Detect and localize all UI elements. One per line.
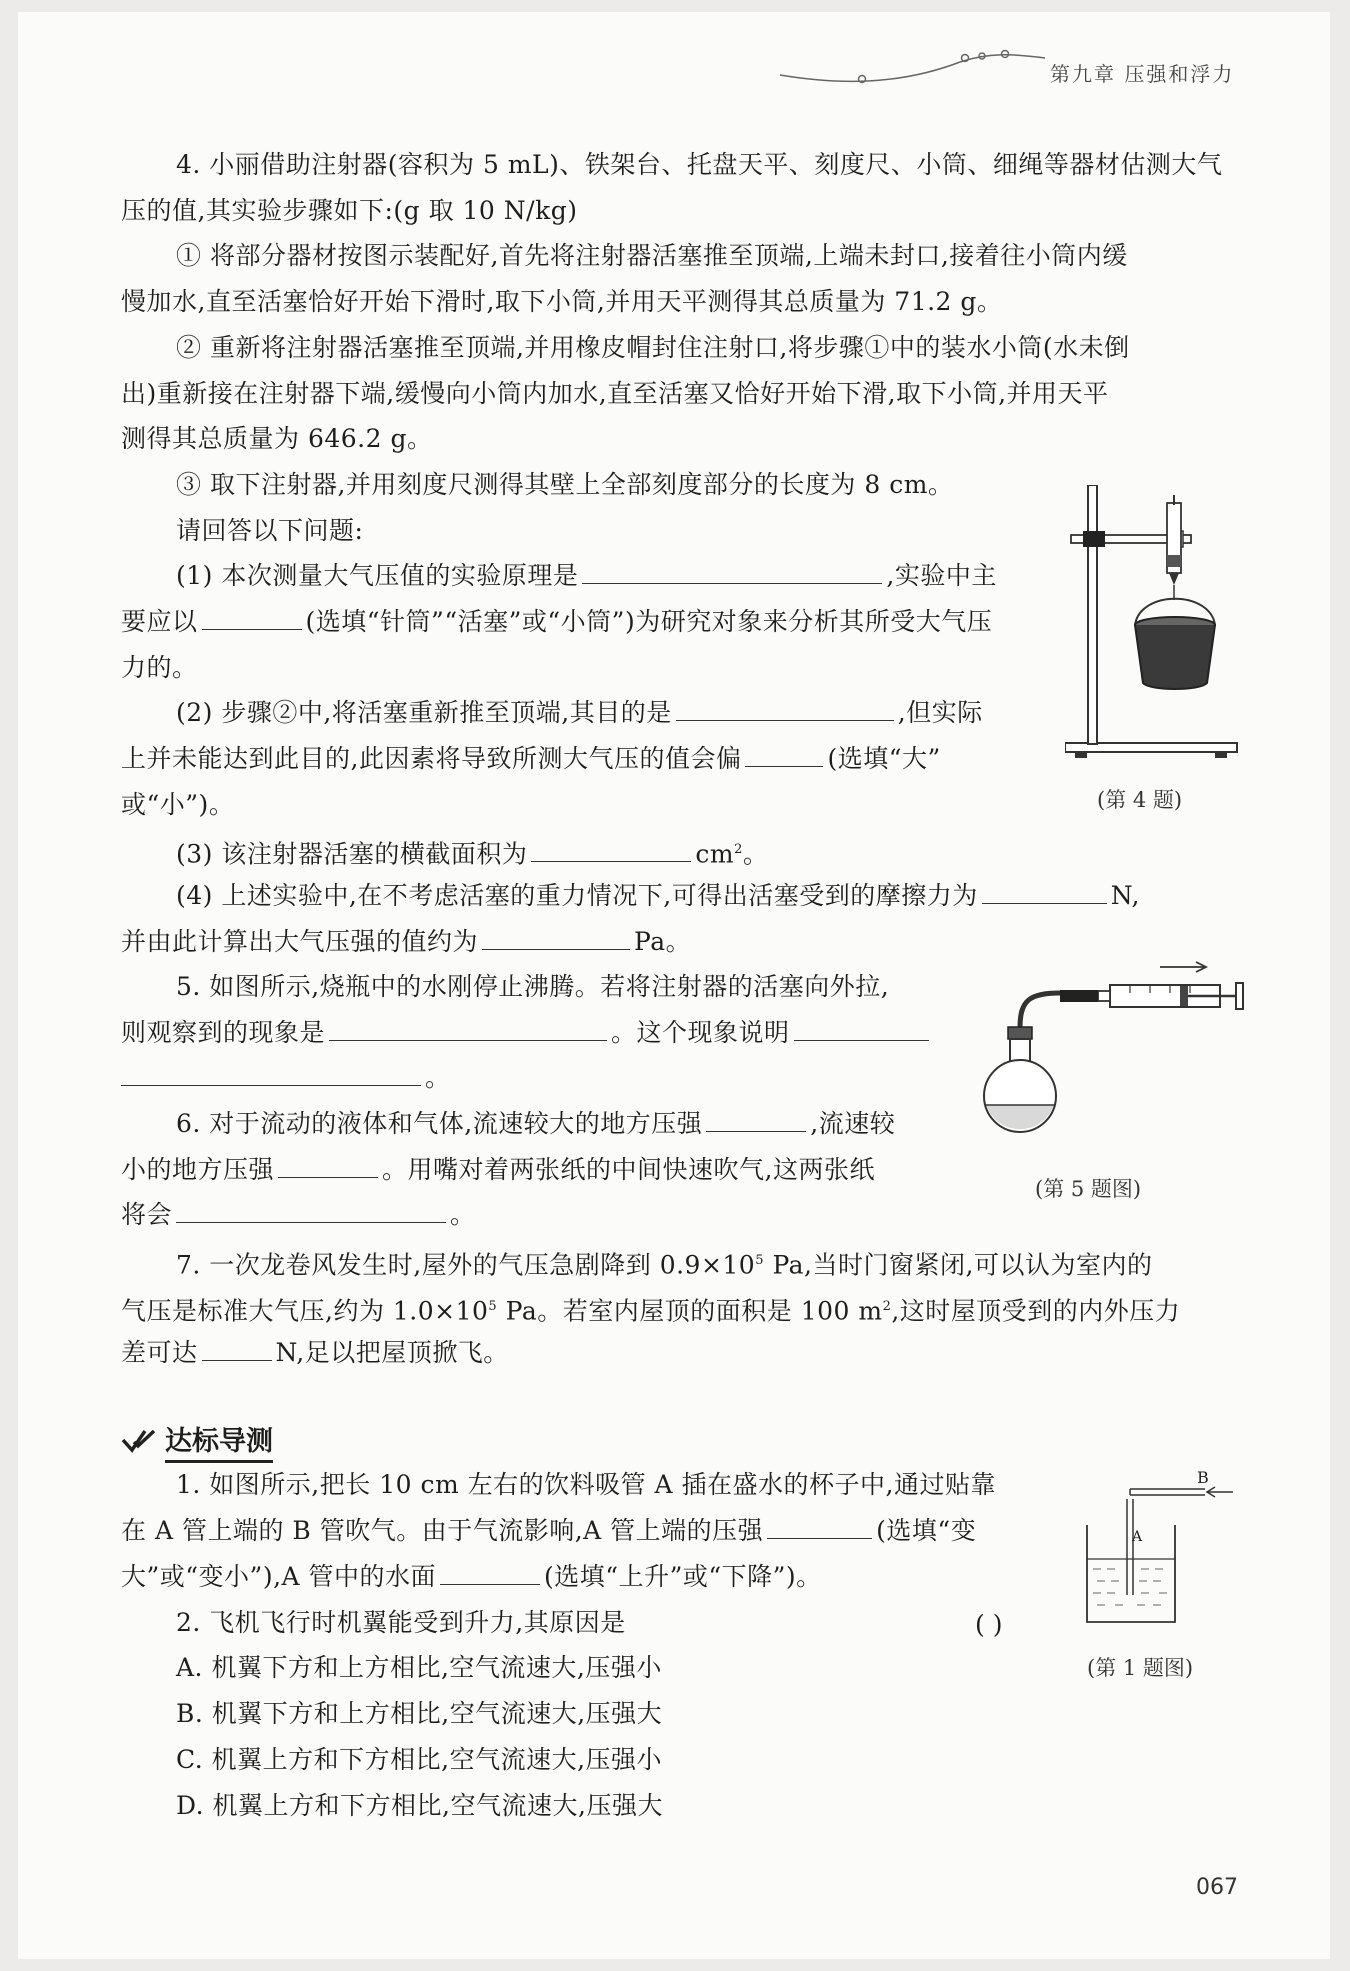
figure-4-caption: (第 4 题) <box>1097 788 1183 812</box>
section-heading <box>121 1419 273 1463</box>
text: 。 <box>425 1063 451 1092</box>
answer-blank[interactable] <box>329 1018 607 1041</box>
q4-line-1: 4. 小丽借助注射器(容积为 5 mL)、铁架台、托盘天平、刻度尺、小筒、细绳等器材估测大气 <box>176 150 1223 179</box>
section-title: 达标导测 <box>165 1419 273 1463</box>
text: 小的地方压强 <box>121 1155 275 1184</box>
q4-part2-line-1 <box>176 698 983 728</box>
q7-line-2 <box>121 1292 1180 1326</box>
q4-step2-line-3: 测得其总质量为 646.2 g。 <box>121 424 433 453</box>
text: Pa,当时门窗紧闭,可以认为室内的 <box>764 1250 1153 1280</box>
superscript: 5 <box>488 1299 498 1314</box>
label-a: A <box>1132 1529 1143 1545</box>
unit: Pa。 <box>634 927 692 956</box>
text: 大”或“变小”),A 管中的水面 <box>121 1562 437 1591</box>
q4-part2-line-3: 或“小”)。 <box>121 790 235 819</box>
q4-step1-line-2: 慢加水,直至活塞恰好开始下滑时,取下小筒,并用天平测得其总质量为 71.2 g。 <box>121 287 1003 316</box>
answer-blank[interactable] <box>440 1562 540 1585</box>
figure-5-caption: (第 5 题图) <box>1035 1177 1142 1201</box>
q4-part1-line-3: 力的。 <box>121 653 198 682</box>
q4-step2-line-2: 出)重新接在注射器下端,缓慢向小筒内加水,直至活塞又恰好开始下滑,取下小筒,并用天平 <box>121 379 1109 408</box>
t1-line-1: 1. 如图所示,把长 10 cm 左右的饮料吸管 A 插在盛水的杯子中,通过贴靠 <box>176 1470 997 1499</box>
text: (3) 该注射器活塞的横截面积为 <box>176 839 528 869</box>
text: 在 A 管上端的 B 管吹气。由于气流影响,A 管上端的压强 <box>121 1516 764 1545</box>
q6-line-3 <box>121 1200 476 1230</box>
q6-line-1 <box>176 1109 895 1139</box>
double-check-icon <box>121 1428 157 1454</box>
answer-blank[interactable] <box>745 744 823 767</box>
q6-line-2 <box>121 1155 875 1185</box>
answer-blank[interactable] <box>482 927 630 950</box>
text: 要应以 <box>121 607 198 636</box>
q4-part4-line-2 <box>121 927 691 957</box>
q4-step1-line-1: ① 将部分器材按图示装配好,首先将注射器活塞推至顶端,上端未封口,接着往小筒内缓 <box>176 241 1128 270</box>
t2-option-b[interactable]: B. 机翼下方和上方相比,空气流速大,压强大 <box>176 1699 663 1728</box>
t1-line-3 <box>121 1562 822 1592</box>
text: (选填“变 <box>876 1516 977 1545</box>
answer-blank[interactable] <box>676 698 894 721</box>
text: 将会 <box>121 1200 173 1229</box>
answer-blank[interactable] <box>794 1018 929 1041</box>
q4-ask: 请回答以下问题: <box>176 516 364 545</box>
text: 。 <box>450 1200 476 1229</box>
t2-option-a[interactable]: A. 机翼下方和上方相比,空气流速大,压强小 <box>176 1653 662 1682</box>
unit: N, <box>1110 881 1140 910</box>
q7-line-3 <box>121 1338 509 1368</box>
answer-blank[interactable] <box>176 1200 446 1223</box>
answer-blank[interactable] <box>582 561 882 584</box>
superscript: 5 <box>755 1253 764 1268</box>
q5-line-1: 5. 如图所示,烧瓶中的水刚停止沸腾。若将注射器的活塞向外拉, <box>176 972 890 1001</box>
header-wave-ornament <box>760 40 1050 90</box>
answer-blank[interactable] <box>531 839 691 862</box>
syringe-stand-figure <box>1065 485 1245 765</box>
text: N,足以把屋顶掀飞。 <box>275 1338 509 1367</box>
q4-line-2: 压的值,其实验步骤如下:(g 取 10 N/kg) <box>121 196 578 225</box>
superscript: 2 <box>882 1299 892 1314</box>
q4-step2-line-1: ② 重新将注射器活塞推至顶端,并用橡皮帽封住注射口,将步骤①中的装水小筒(水未倒 <box>176 333 1130 362</box>
chapter-title: 压强和浮力 <box>1124 62 1235 86</box>
text: (选填“针筒”“活塞”或“小筒”)为研究对象来分析其所受大气压 <box>305 607 993 636</box>
figure-t1-caption: (第 1 题图) <box>1087 1656 1194 1680</box>
text: ,这时屋顶受到的内外压力 <box>891 1296 1181 1326</box>
q5-line-2 <box>121 1018 933 1048</box>
superscript: 2 <box>734 842 743 857</box>
straw-cup-figure <box>1075 1465 1250 1630</box>
q4-part1-line-2 <box>121 607 992 637</box>
answer-blank[interactable] <box>767 1516 872 1539</box>
q4-part2-line-2 <box>121 744 941 774</box>
text: 。这个现象说明 <box>611 1018 790 1047</box>
answer-blank[interactable] <box>121 1063 421 1086</box>
answer-blank[interactable] <box>706 1109 806 1132</box>
answer-parentheses[interactable]: ( ) <box>975 1610 1003 1639</box>
text: 气压是标准大气压,约为 1.0×10 <box>121 1296 489 1326</box>
text: 。 <box>742 839 769 869</box>
text: (2) 步骤②中,将活塞重新推至顶端,其目的是 <box>176 698 672 727</box>
q5-line-3 <box>121 1063 451 1093</box>
answer-blank[interactable] <box>202 1338 272 1361</box>
text: 并由此计算出大气压强的值约为 <box>121 927 479 956</box>
t1-line-2 <box>121 1516 976 1546</box>
text: 。用嘴对着两张纸的中间快速吹气,这两张纸 <box>382 1155 875 1184</box>
page-number: 067 <box>1196 1875 1238 1900</box>
text: (1) 本次测量大气压值的实验原理是 <box>176 561 579 590</box>
t2-stem: 2. 飞机飞行时机翼能受到升力,其原因是 <box>176 1608 626 1637</box>
text: 差可达 <box>121 1338 198 1367</box>
text: ,流速较 <box>810 1109 896 1138</box>
q7-line-1 <box>176 1246 1152 1280</box>
label-b: B <box>1197 1468 1209 1487</box>
flask-syringe-figure <box>980 955 1245 1155</box>
text: Pa。若室内屋顶的面积是 100 m <box>497 1296 883 1326</box>
q4-part4-line-1 <box>176 881 1140 911</box>
t2-option-c[interactable]: C. 机翼上方和下方相比,空气流速大,压强小 <box>176 1745 663 1774</box>
answer-blank[interactable] <box>982 881 1107 904</box>
answer-blank[interactable] <box>278 1155 378 1178</box>
text: 6. 对于流动的液体和气体,流速较大的地方压强 <box>176 1109 703 1138</box>
text: 上并未能达到此目的,此因素将导致所测大气压的值会偏 <box>121 744 742 773</box>
text: 则观察到的现象是 <box>121 1018 326 1047</box>
q4-part1-line-1 <box>176 561 997 591</box>
chapter-number: 第九章 <box>1050 62 1116 86</box>
text: (选填“大” <box>827 744 941 773</box>
text: (选填“上升”或“下降”)。 <box>544 1562 822 1591</box>
q4-step3: ③ 取下注射器,并用刻度尺测得其壁上全部刻度部分的长度为 8 cm。 <box>176 470 954 499</box>
text: ,但实际 <box>897 698 983 727</box>
q4-part3 <box>176 835 768 869</box>
text: 7. 一次龙卷风发生时,屋外的气压急剧降到 0.9×10 <box>176 1250 756 1280</box>
chapter-header <box>1050 58 1234 87</box>
text: ,实验中主 <box>886 561 997 590</box>
unit: cm <box>695 839 735 869</box>
answer-blank[interactable] <box>202 607 302 630</box>
t2-option-d[interactable]: D. 机翼上方和下方相比,空气流速大,压强大 <box>176 1791 663 1820</box>
text: (4) 上述实验中,在不考虑活塞的重力情况下,可得出活塞受到的摩擦力为 <box>176 881 978 910</box>
